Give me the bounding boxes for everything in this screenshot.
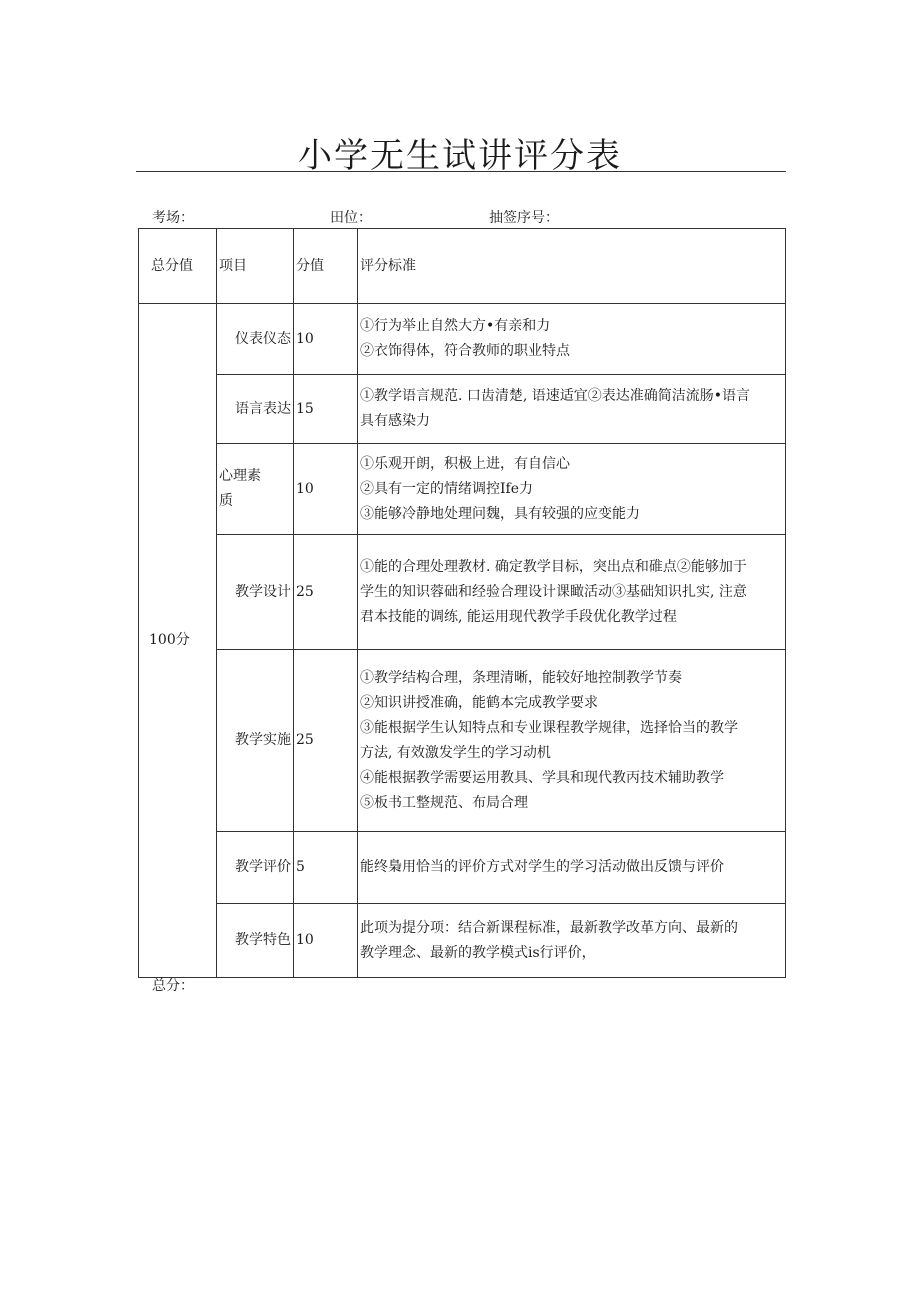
lot-number-label: 抽签序号： (489, 210, 559, 226)
criteria-line: ①乐观开朗，积极上进，有自信心 (360, 455, 570, 472)
item-cell (217, 444, 294, 535)
total-score-label: 总分： (152, 978, 194, 994)
criteria-cell (358, 904, 786, 978)
criteria-line: ①教学结构合理，条理清晰，能较好地控制教学节奏 (360, 669, 682, 686)
score-cell: 5 (294, 832, 358, 904)
criteria-line: ①行为举止自然大方•有亲和力 (360, 318, 551, 334)
criteria-cell (358, 444, 786, 535)
page-title: 小学无生试讲评分表 (298, 136, 622, 176)
table-row (139, 375, 786, 444)
criteria-line: 方法, 有效激发学生的学习动机 (360, 744, 551, 761)
criteria-cell (358, 304, 786, 375)
score-cell: 10 (294, 444, 358, 535)
criteria-cell (358, 650, 786, 832)
table-row (139, 832, 786, 904)
score-cell: 25 (294, 535, 358, 650)
criteria-line: 能终梟用恰当的评价方式对学生的学习活动做出反馈与评价 (360, 859, 724, 875)
item-cell: 仪表仪态 (217, 304, 294, 375)
table-row (139, 304, 786, 375)
score-cell: 10 (294, 904, 358, 978)
item-cell: 教学特色 (217, 904, 294, 978)
criteria-line: ⑤板书工整规范、布局合理 (360, 794, 528, 811)
score-cell: 25 (294, 650, 358, 832)
criteria-line: 教学理念、最新的教学模式is行评价， (360, 944, 596, 961)
score-cell: 10 (294, 304, 358, 375)
scoring-table (138, 228, 786, 978)
table-row (139, 650, 786, 832)
table-header-row (139, 229, 786, 304)
criteria-cell (358, 375, 786, 444)
table-row (139, 444, 786, 535)
criteria-line: ②知识讲授准确，能鹤本完成教学要求 (360, 694, 598, 711)
criteria-line: 此项为提分项：结合新课程标准，最新教学改革方向、最新的 (360, 919, 738, 936)
header-score: 分值 (294, 229, 358, 304)
criteria-line: ④能根据教学需要运用教具、学具和现代教丙技术辅助教学 (360, 769, 724, 786)
criteria-line: ③能够冷静地处理问魏，具有较强的应变能力 (360, 505, 640, 522)
criteria-cell (358, 832, 786, 904)
item-cell: 教学实施 (217, 650, 294, 832)
item-cell: 教学评价 (217, 832, 294, 904)
header-item: 项目 (217, 229, 294, 304)
criteria-line: 学生的知识蓉础和经验合理设计课瞰活动③基础知识扎实, 注意 (360, 583, 747, 600)
criteria-cell (358, 535, 786, 650)
criteria-line: ②衣饰得体，符合教师的职业特点 (360, 343, 570, 359)
position-label: 田位： (330, 210, 372, 226)
table-row (139, 535, 786, 650)
score-cell: 15 (294, 375, 358, 444)
total-value-cell: 100分 (139, 304, 217, 978)
criteria-line: ③能根据学生认知特点和专业课程教学规律，选择恰当的教学 (360, 719, 738, 736)
item-label: 心理素质 (219, 468, 261, 509)
header-total-value: 总分值 (139, 229, 217, 304)
title-divider (136, 171, 786, 172)
exam-site-label: 考场： (152, 210, 194, 226)
item-cell: 教学设计 (217, 535, 294, 650)
header-criteria: 评分标准 (358, 229, 786, 304)
item-cell: 语言表达 (217, 375, 294, 444)
criteria-line: ①能的合理处理教材. 确定教学目标，突出点和碓点②能够加于 (360, 558, 747, 575)
table-row (139, 904, 786, 978)
criteria-line: ②具有一定的情绪调控Ife力 (360, 480, 533, 497)
criteria-line: 具有感染力 (360, 413, 430, 429)
criteria-line: 君本技能的调练, 能运用现代教学手段优化教学过程 (360, 608, 677, 625)
criteria-line: ①教学语言规范. 口齿清楚, 语速适宜②表达准确简洁流肠•语言 (360, 388, 751, 404)
